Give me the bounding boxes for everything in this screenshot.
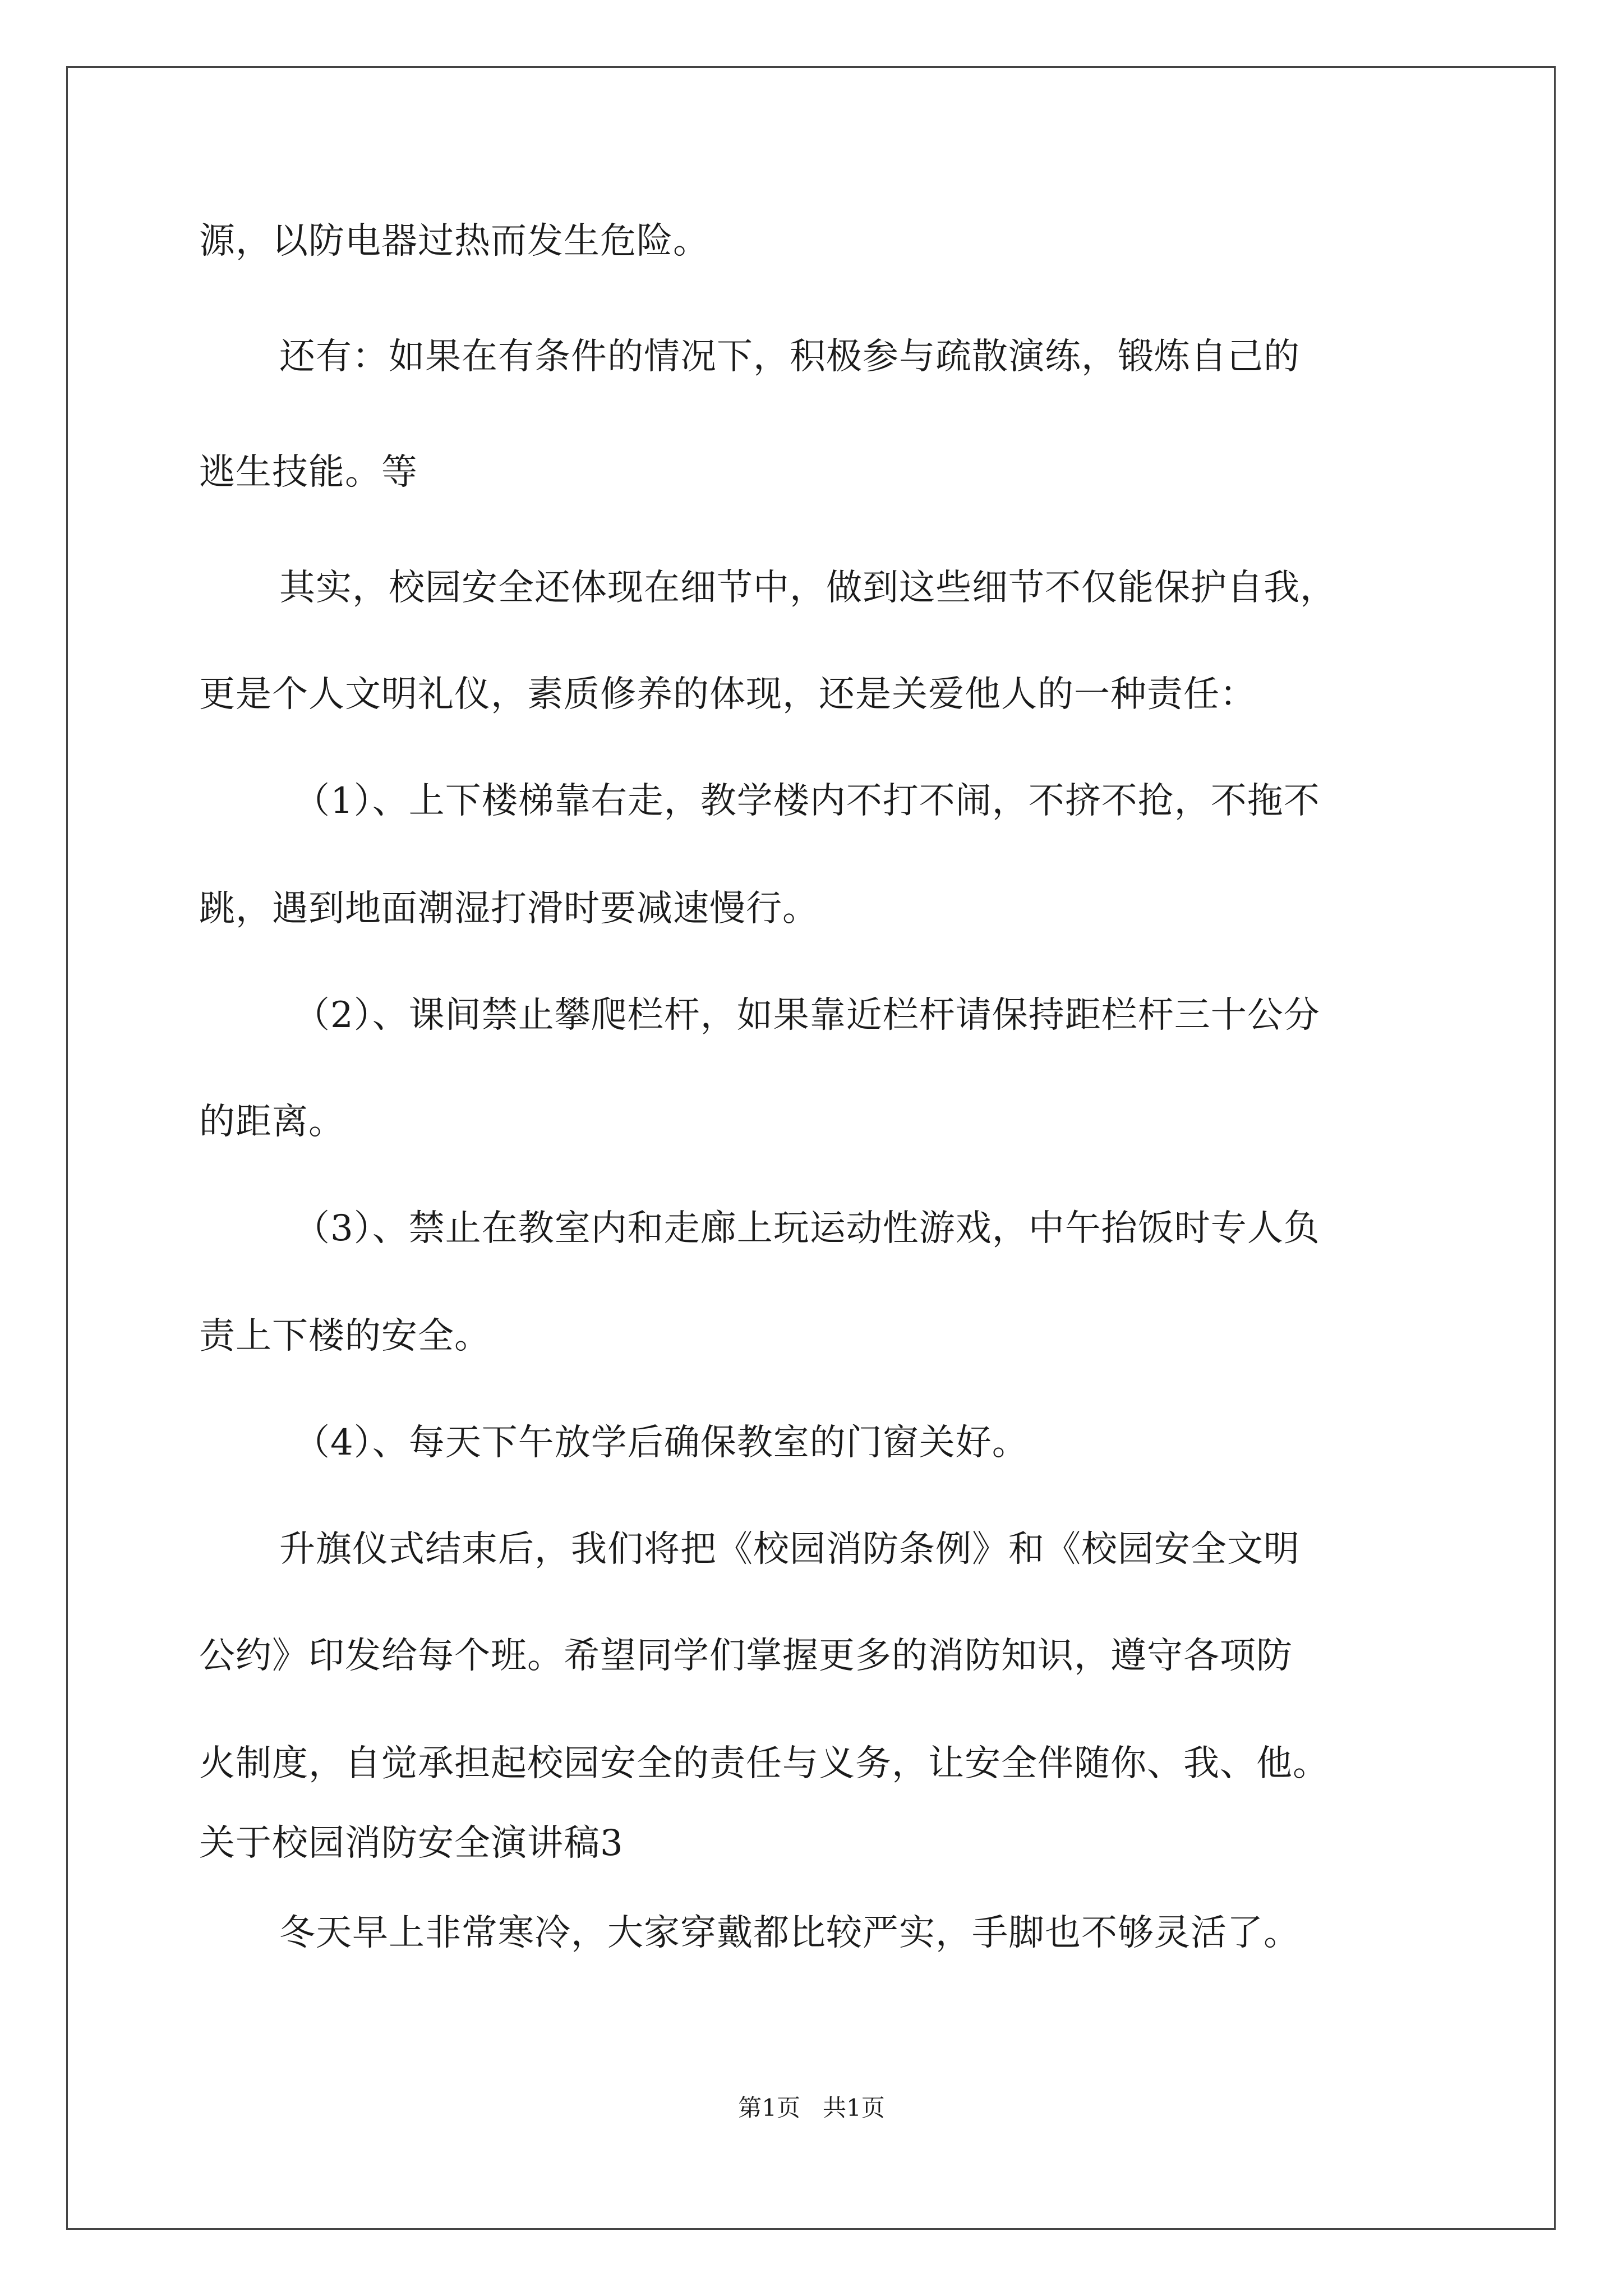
paragraph-line: （4）、每天下午放学后确保教室的门窗关好。 — [294, 1422, 1029, 1464]
paragraph-line: 源，以防电器过热而发生危险。 — [199, 220, 709, 262]
paragraph-line: 更是个人文明礼仪，素质修养的体现，还是关爱他人的一种责任： — [199, 674, 1256, 715]
paragraph-line: 冬天早上非常寒冷，大家穿戴都比较严实，手脚也不够灵活了。 — [279, 1912, 1300, 1954]
paragraph-line: 升旗仪式结束后，我们将把《校园消防条例》和《校园安全文明 — [279, 1529, 1300, 1570]
paragraph-line: 逃生技能。等 — [199, 452, 418, 493]
paragraph-line: （3）、禁止在教室内和走廊上玩运动性游戏，中午抬饭时专人负 — [294, 1208, 1320, 1249]
paragraph-line: 的距离。 — [199, 1101, 345, 1143]
section-heading: 关于校园消防安全演讲稿3 — [199, 1823, 624, 1864]
paragraph-line: 其实，校园安全还体现在细节中，做到这些细节不仅能保护自我， — [279, 567, 1336, 609]
paragraph-line: 火制度，自觉承担起校园安全的责任与义务，让安全伴随你、我、他。 — [199, 1743, 1329, 1784]
paragraph-line: （2）、课间禁止攀爬栏杆，如果靠近栏杆请保持距栏杆三十公分 — [294, 995, 1320, 1036]
paragraph-line: （1）、上下楼梯靠右走，教学楼内不打不闹，不挤不抢，不拖不 — [294, 780, 1320, 822]
paragraph-line: 公约》印发给每个班。希望同学们掌握更多的消防知识，遵守各项防 — [199, 1635, 1293, 1677]
paragraph-line: 责上下楼的安全。 — [199, 1315, 491, 1357]
page-footer: 第1页 共1页 — [738, 2094, 885, 2122]
paragraph-line: 还有：如果在有条件的情况下，积极参与疏散演练，锻炼自己的 — [279, 336, 1300, 378]
paragraph-line: 跳，遇到地面潮湿打滑时要减速慢行。 — [199, 888, 819, 930]
